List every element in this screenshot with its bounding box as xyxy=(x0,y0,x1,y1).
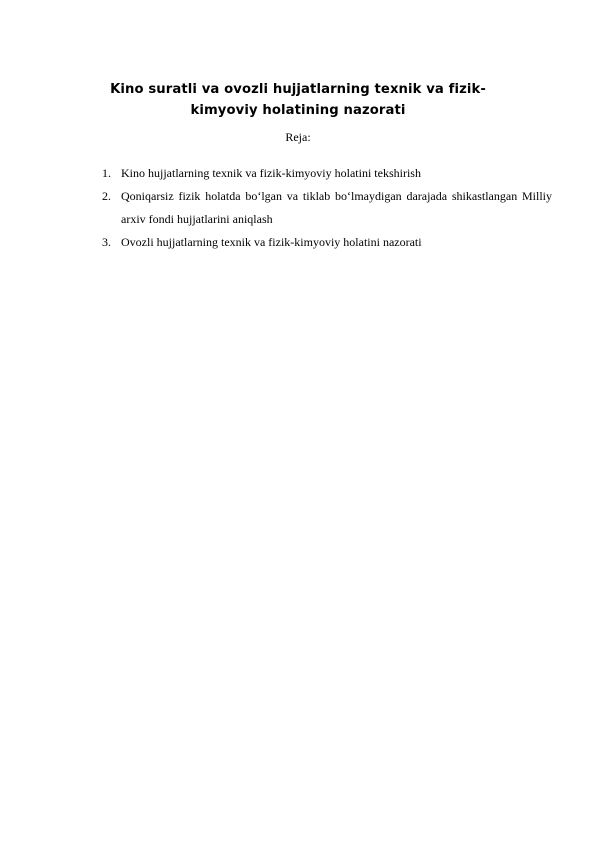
plan-item xyxy=(102,162,552,185)
plan-item xyxy=(102,231,552,254)
plan-item-text: Kino hujjatlarning texnik va fizik-kimyoviy holatini tekshirish xyxy=(121,166,421,180)
plan-item-number: 3. xyxy=(102,235,111,249)
plan-item-text: Ovozli hujjatlarning texnik va fizik-kimyoviy holatini nazorati xyxy=(121,235,422,249)
plan-item xyxy=(102,185,552,231)
plan-item-text: Qoniqarsiz fizik holatda bo‘lgan va tiklab bo‘lmaydigan darajada shikastlangan Milliy arxiv fondi hujjatlarini aniqlash xyxy=(121,189,552,226)
plan-list xyxy=(102,162,552,254)
document-title: Kino suratli va ovozli hujjatlarning texnik va fizik-kimyoviy holatining nazorati xyxy=(110,82,486,118)
plan-item-number: 1. xyxy=(102,166,111,180)
plan-heading: Reja: xyxy=(285,130,311,144)
plan-item-number: 2. xyxy=(102,189,111,203)
